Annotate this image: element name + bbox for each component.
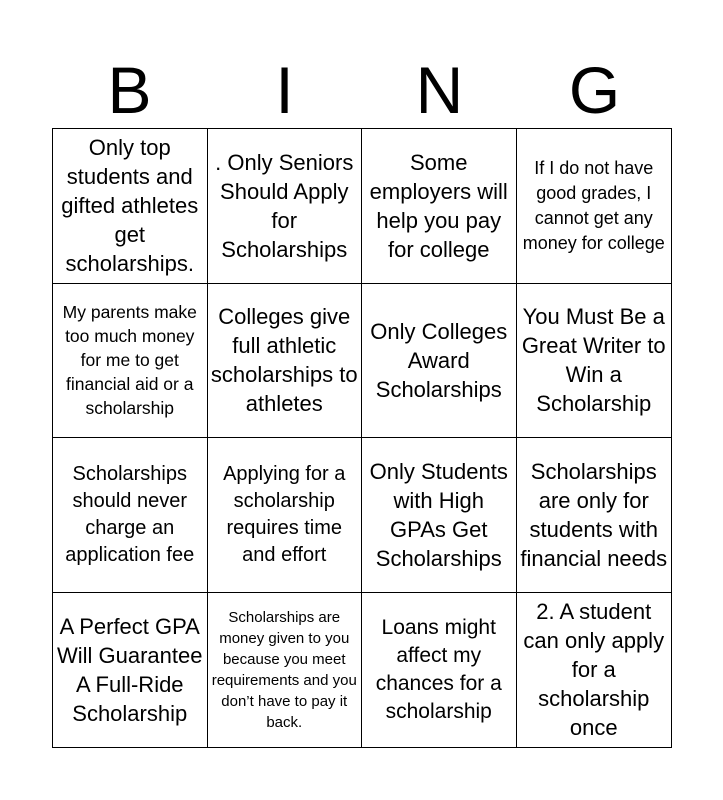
header-letter-n: N [415, 53, 464, 127]
cell-text: Scholarships should never charge an application fee [65, 462, 195, 566]
cell-text: Loans might affect my chances for a scholarship [375, 615, 502, 723]
header-letter-b: B [107, 53, 152, 127]
cell-text: Applying for a scholarship requires time and effort [223, 462, 346, 566]
cell-text: My parents make too much money for me to get financial aid or a scholarship [62, 302, 197, 419]
cell-text: . Only Seniors Should Apply for Scholarships [215, 149, 354, 262]
bingo-cell[interactable] [208, 438, 363, 593]
bingo-cell[interactable] [517, 438, 672, 593]
cell-text: 2. A student can only apply for a scholarship once [523, 599, 665, 741]
cell-text: A Perfect GPA Will Guarantee A Full-Ride Scholarship [56, 613, 203, 726]
bingo-cell[interactable] [53, 438, 208, 593]
bingo-cell[interactable] [53, 129, 208, 284]
bingo-cell[interactable] [53, 284, 208, 439]
bingo-cell[interactable] [362, 284, 517, 439]
cell-text: Only top students and gifted athletes get scholarships. [61, 135, 199, 277]
cell-text: Colleges give full athletic scholarships to athletes [210, 304, 358, 417]
bingo-grid [52, 128, 672, 748]
bingo-cell[interactable] [208, 284, 363, 439]
bingo-cell[interactable] [362, 129, 517, 284]
cell-text: If I do not have good grades, I cannot get any money for college [522, 157, 665, 253]
bingo-header [52, 50, 672, 130]
bingo-cell[interactable] [362, 438, 517, 593]
cell-text: Scholarships are only for students with financial needs [520, 458, 668, 571]
bingo-cell[interactable] [517, 284, 672, 439]
cell-text: You Must Be a Great Writer to Win a Scholarship [521, 304, 666, 417]
header-letter-g: G [568, 53, 621, 127]
bingo-cell[interactable] [517, 593, 672, 748]
cell-text: Some employers will help you pay for college [369, 149, 508, 262]
cell-text: Only Students with High GPAs Get Scholarships [369, 458, 508, 571]
bingo-cell[interactable] [53, 593, 208, 748]
cell-text: Only Colleges Award Scholarships [370, 318, 508, 402]
bingo-cell[interactable] [517, 129, 672, 284]
bingo-cell[interactable] [208, 129, 363, 284]
bingo-cell[interactable] [208, 593, 363, 748]
bingo-cell[interactable] [362, 593, 517, 748]
cell-text: Scholarships are money given to you because you meet requirements and you don’t have to pay it back. [211, 608, 357, 731]
header-letter-i: I [275, 53, 294, 127]
